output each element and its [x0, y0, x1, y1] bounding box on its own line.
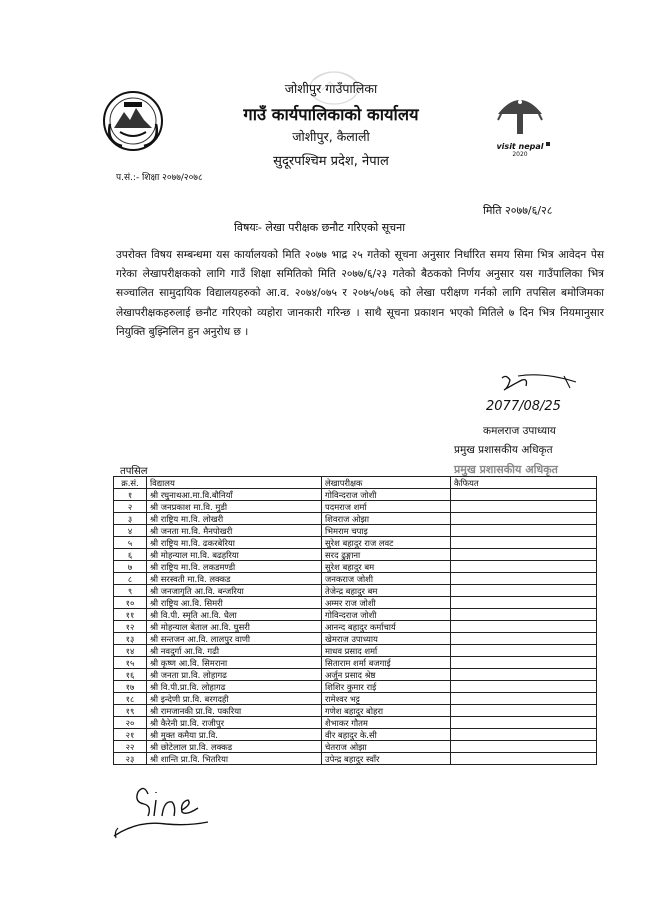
- cell-sn: १२: [114, 621, 147, 633]
- cell-school: श्री वि.पी.प्रा.वि. लोहागढ: [147, 681, 322, 693]
- letter-body: उपरोक्त विषय सम्बन्धमा यस कार्यालयको मिति २०७७ भाद्र २५ गतेको सूचना अनुसार निर्धारित समय सिमा भित्र आवेदन पेस गरेका लेखापरीक्षकको लागि गाउँ शिक्षा समितिको मिति २०७७/६/२३ गतेको बैठकको निर्णय अनुसार यस गाउँपालिका भित्र सञ्चालित सामुदायिक विद्यालयहरुको आ.व. २०७४/०७५ र २०७५/०७६ को लेखा परीक्षण गर्नको लागि तपसिल बमोजिमका लेखापरीक्षकहरुलाई छनौट गरिएको व्यहोरा जानकारी गरिन्छ । साथै सूचना प्रकाशन भएको मितिले ७ दिन भित्र नियमानुसार नियुक्ति बुझ्निलिन हुन अनुरोध छ ।: [116, 249, 604, 338]
- cell-auditor: पदमराज शर्मा: [322, 501, 451, 513]
- cell-school: श्री इन्देणी प्रा.वि. बरगदही: [147, 693, 322, 705]
- table-row: [114, 681, 597, 693]
- cell-sn: १३: [114, 633, 147, 645]
- table-header-row: [114, 477, 597, 489]
- cell-school: श्री छोटेलाल प्रा.वि. लक्कड: [147, 741, 322, 753]
- table-row: [114, 501, 597, 513]
- office-title: गाउँ कार्यपालिकाको कार्यालय: [243, 105, 419, 124]
- cell-school: श्री नवदुर्गा आ.वि. गढी: [147, 645, 322, 657]
- cell-remarks: [451, 549, 597, 561]
- cell-sn: १७: [114, 681, 147, 693]
- cell-school: श्री राष्ट्रिय मा.वि. लोखरी: [147, 513, 322, 525]
- cell-school: श्री कृष्ण आ.वि. सिमराना: [147, 657, 322, 669]
- province-name: सुदूरपश्चिम प्रदेश, नेपाल: [273, 154, 389, 169]
- cell-auditor: वीर बहादुर के.सी: [322, 729, 451, 741]
- cell-auditor: सिताराम शर्मा बजगाई: [322, 657, 451, 669]
- cell-remarks: [451, 513, 597, 525]
- cell-auditor: खेमराज उपाध्याय: [322, 633, 451, 645]
- cell-sn: ११: [114, 609, 147, 621]
- cell-sn: १४: [114, 645, 147, 657]
- cell-school: श्री जनता मा.वि. मैनपोखरी: [147, 525, 322, 537]
- cell-remarks: [451, 501, 597, 513]
- cell-auditor: गणेश बहादुर बोहरा: [322, 705, 451, 717]
- table-row: [114, 657, 597, 669]
- visit-nepal-year: 2020: [512, 151, 528, 158]
- cell-remarks: [451, 729, 597, 741]
- cell-sn: ६: [114, 549, 147, 561]
- cell-remarks: [451, 741, 597, 753]
- reference-number: प.सं.:- शिक्षा २०७७/२०७८: [116, 173, 203, 183]
- cell-remarks: [451, 681, 597, 693]
- cell-sn: ७: [114, 561, 147, 573]
- schedule-title: तपसिल: [120, 466, 148, 477]
- cell-remarks: [451, 693, 597, 705]
- cell-school: श्री वि.पी. स्मृति आ.वि. धैला: [147, 609, 322, 621]
- table-row: [114, 717, 597, 729]
- cell-auditor: तेजेन्द्र बहादुर बम: [322, 585, 451, 597]
- table-row: [114, 633, 597, 645]
- table-row: [114, 693, 597, 705]
- cell-sn: ९: [114, 585, 147, 597]
- letter-date: मिति २०७७/६/२८: [483, 204, 553, 217]
- cell-school: श्री रामजानकी प्रा.वि. पकरिया: [147, 705, 322, 717]
- cell-remarks: [451, 537, 597, 549]
- letter-subject: विषयः- लेखा परीक्षक छनौट गरिएको सूचना: [234, 221, 406, 234]
- cell-school: श्री राष्ट्रिय आ.वि. सिमरी: [147, 597, 322, 609]
- cell-sn: २: [114, 501, 147, 513]
- cell-school: श्री राष्ट्रिय मा.वि. ढकरबेरिया: [147, 537, 322, 549]
- cell-sn: २३: [114, 753, 147, 765]
- cell-school: श्री मुक्त कमैया प्रा.वि.: [147, 729, 322, 741]
- cell-sn: १८: [114, 693, 147, 705]
- cell-sn: १९: [114, 705, 147, 717]
- table-row: [114, 669, 597, 681]
- cell-auditor: अम्मर राज जोशी: [322, 597, 451, 609]
- signature-date: 2077/08/25: [486, 399, 561, 414]
- cell-auditor: रामेश्वर भट्ट: [322, 693, 451, 705]
- table-row: [114, 549, 597, 561]
- cell-sn: ४: [114, 525, 147, 537]
- cell-auditor: गोविन्दराज जोशी: [322, 489, 451, 501]
- table-row: [114, 753, 597, 765]
- table-row: [114, 573, 597, 585]
- cell-sn: १०: [114, 597, 147, 609]
- signatory-name: कमलराज उपाध्याय: [483, 425, 556, 437]
- cell-remarks: [451, 609, 597, 621]
- table-row: [114, 645, 597, 657]
- cell-remarks: [451, 657, 597, 669]
- cell-remarks: [451, 645, 597, 657]
- cell-school: श्री सरस्वती मा.वि. लक्कड: [147, 573, 322, 585]
- table-row: [114, 705, 597, 717]
- cell-remarks: [451, 525, 597, 537]
- cell-remarks: [451, 573, 597, 585]
- cell-school: श्री कैरेनी प्रा.वि. राजीपुर: [147, 717, 322, 729]
- cell-sn: ३: [114, 513, 147, 525]
- cell-school: श्री रघुनाथआ.मा.वि.बौनियाँ: [147, 489, 322, 501]
- cell-school: श्री राष्ट्रिय मा.वि. लकडमण्डी: [147, 561, 322, 573]
- cell-remarks: [451, 621, 597, 633]
- cell-auditor: सुरेश बहादुर बम: [322, 561, 451, 573]
- cell-auditor: अर्जुन प्रसाद श्रेष्ठ: [322, 669, 451, 681]
- cell-school: श्री जनजागृति आ.वि. बन्जरिया: [147, 585, 322, 597]
- column-header-auditor: लेखापरीक्षक: [322, 477, 451, 489]
- cell-remarks: [451, 705, 597, 717]
- cell-auditor: शिशिर कुमार राई: [322, 681, 451, 693]
- cell-sn: ८: [114, 573, 147, 585]
- table-row: [114, 729, 597, 741]
- cell-school: श्री जनता प्रा.वि. लोहागढ: [147, 669, 322, 681]
- cell-remarks: [451, 717, 597, 729]
- table-row: [114, 741, 597, 753]
- bottom-signature: [108, 780, 216, 842]
- cell-remarks: [451, 489, 597, 501]
- table-row: [114, 621, 597, 633]
- table-row: [114, 585, 597, 597]
- table-row: [114, 525, 597, 537]
- table-row: [114, 561, 597, 573]
- cell-sn: २२: [114, 741, 147, 753]
- auditor-schedule-table: [113, 476, 597, 765]
- column-header-sn: क्र.सं.: [114, 477, 147, 489]
- table-row: [114, 537, 597, 549]
- office-location: जोशीपुर, कैलाली: [292, 129, 370, 144]
- cell-school: श्री मोहन्याल बेताल आ.वि. घुसरी: [147, 621, 322, 633]
- cell-sn: १५: [114, 657, 147, 669]
- cell-sn: ५: [114, 537, 147, 549]
- cell-remarks: [451, 585, 597, 597]
- municipality-name: जोशीपुर गाउँपालिका: [284, 81, 378, 96]
- official-stamp: प्रमुख प्रशासकीय अधिकृत: [454, 463, 558, 476]
- cell-auditor: सरद ढुङ्गाना: [322, 549, 451, 561]
- officer-signature: [484, 372, 584, 418]
- cell-school: श्री जनप्रकाश मा.वि. मुडी: [147, 501, 322, 513]
- cell-remarks: [451, 633, 597, 645]
- table-row: [114, 489, 597, 501]
- cell-auditor: चेतराज ओझा: [322, 741, 451, 753]
- cell-auditor: सुरेश बहादुर राज लवट: [322, 537, 451, 549]
- column-header-school: विद्यालय: [147, 477, 322, 489]
- table-row: [114, 597, 597, 609]
- cell-remarks: [451, 753, 597, 765]
- cell-auditor: गोविन्दराज जोशी: [322, 609, 451, 621]
- cell-auditor: उपेन्द्र बहादुर स्वाँर: [322, 753, 451, 765]
- cell-auditor: जनकराज जोशी: [322, 573, 451, 585]
- cell-sn: २१: [114, 729, 147, 741]
- cell-sn: १: [114, 489, 147, 501]
- signatory-designation: प्रमुख प्रशासकीय अधिकृत: [454, 444, 553, 456]
- cell-auditor: भिमराम चपाइ: [322, 525, 451, 537]
- cell-school: श्री सन्तजन आ.वि. लालपुर वाणी: [147, 633, 322, 645]
- cell-sn: १६: [114, 669, 147, 681]
- cell-remarks: [451, 561, 597, 573]
- cell-auditor: माधव प्रसाद शर्मा: [322, 645, 451, 657]
- column-header-remarks: कैफियत: [451, 477, 597, 489]
- visit-nepal-text: visit nepal: [496, 142, 544, 151]
- cell-auditor: शैभाकर गौतम: [322, 717, 451, 729]
- cell-remarks: [451, 669, 597, 681]
- schedule-table-body: [114, 489, 597, 765]
- cell-school: श्री मोहन्याल मा.वि. बढहरिया: [147, 549, 322, 561]
- cell-school: श्री शान्ति प्रा.वि. भितरिया: [147, 753, 322, 765]
- table-row: [114, 513, 597, 525]
- cell-sn: २०: [114, 717, 147, 729]
- table-row: [114, 609, 597, 621]
- cell-remarks: [451, 597, 597, 609]
- cell-auditor: आनन्द बहादुर कर्माचार्य: [322, 621, 451, 633]
- cell-auditor: शिवराज ओझा: [322, 513, 451, 525]
